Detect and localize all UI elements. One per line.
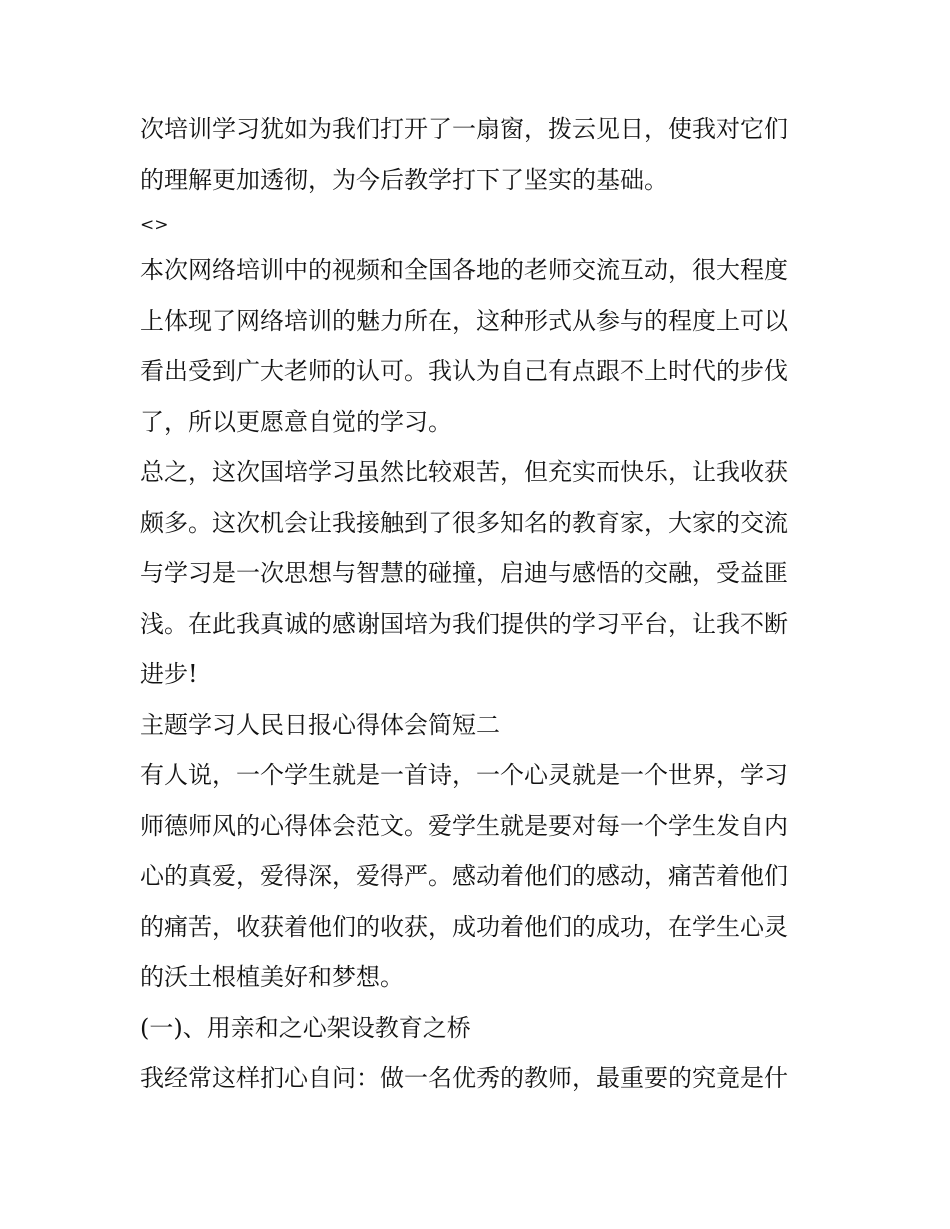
text-line: 颇多。这次机会让我接触到了很多知名的教育家，大家的交流 [140, 508, 788, 537]
text-line: 总之，这次国培学习虽然比较艰苦，但充实而快乐，让我收获 [140, 458, 788, 486]
placeholder-marker: <> [140, 215, 169, 235]
text-line: 我经常这样扪心自问：做一名优秀的教师，最重要的究竟是什 [140, 1064, 788, 1092]
text-line: 上体现了网络培训的魅力所在，这种形式从参与的程度上可以 [140, 306, 788, 335]
text-line: 浅。在此我真诚的感谢国培为我们提供的学习平台，让我不断 [140, 609, 788, 638]
text-line: 进步! [140, 660, 198, 688]
text-line: 本次网络培训中的视频和全国各地的老师交流互动，很大程度 [140, 256, 788, 284]
subsection-heading: (一)、用亲和之心架设教育之桥 [140, 1013, 471, 1042]
text-line: 的理解更加透彻，为今后教学打下了坚实的基础。 [140, 165, 668, 194]
text-line: 有人说，一个学生就是一首诗，一个心灵就是一个世界，学习 [140, 761, 788, 789]
text-line: 师德师风的心得体会范文。爱学生就是要对每一个学生发自内 [140, 811, 788, 840]
text-line: 看出受到广大老师的认可。我认为自己有点跟不上时代的步伐 [140, 357, 788, 385]
text-line: 与学习是一次思想与智慧的碰撞，启迪与感悟的交融，受益匪 [140, 559, 788, 587]
text-line: 次培训学习犹如为我们打开了一扇窗，拨云见日，使我对它们 [140, 115, 788, 143]
text-line: 心的真爱，爱得深，爱得严。感动着他们的感动，痛苦着他们 [140, 862, 788, 890]
section-heading: 主题学习人民日报心得体会简短二 [140, 710, 500, 739]
text-line: 的痛苦，收获着他们的收获，成功着他们的成功，在学生心灵 [140, 912, 788, 941]
text-line: 了，所以更愿意自觉的学习。 [140, 407, 452, 436]
text-line: 的沃土根植美好和梦想。 [140, 963, 404, 991]
document-body [140, 104, 820, 1104]
